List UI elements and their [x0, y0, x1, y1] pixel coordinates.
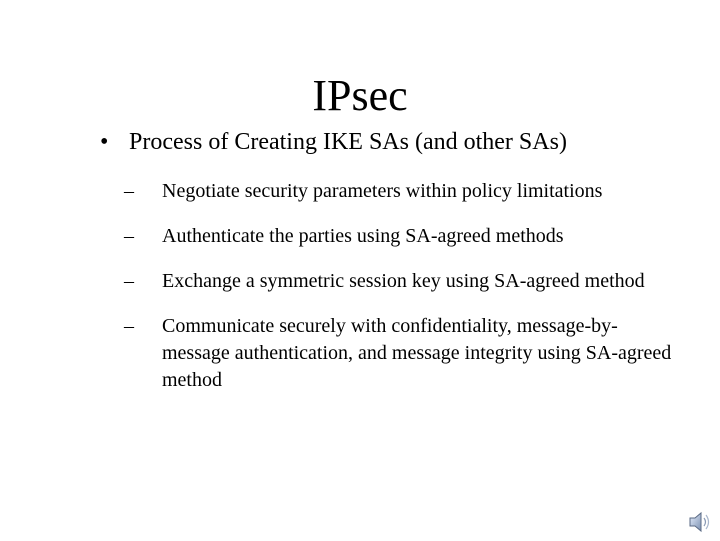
- sub-bullet-item: [124, 313, 684, 394]
- sub-bullet-item: [124, 178, 684, 205]
- sub-bullet-list: [124, 178, 684, 412]
- sub-bullet-marker: –: [124, 270, 134, 292]
- sub-bullet-marker: –: [124, 225, 134, 247]
- sub-bullet-text: Communicate securely with confidentiality, message-by-message authentication, and message integrity using SA-agreed method: [162, 315, 672, 391]
- sub-bullet-marker: –: [124, 180, 134, 202]
- sub-bullet-marker: –: [124, 315, 134, 337]
- sub-bullet-item: [124, 223, 684, 250]
- slide-title: [0, 70, 720, 122]
- speaker-icon-graphic: [686, 508, 714, 536]
- bullet-marker: •: [100, 129, 109, 155]
- main-bullet-text: Process of Creating IKE SAs (and other SAs): [129, 129, 567, 155]
- sub-bullet-item: [124, 268, 684, 295]
- speaker-icon[interactable]: [686, 508, 714, 536]
- sub-bullet-text: Authenticate the parties using SA-agreed methods: [162, 225, 564, 247]
- sub-bullet-text: Negotiate security parameters within policy limitations: [162, 180, 603, 202]
- slide-title-text: IPsec: [312, 71, 408, 120]
- sub-bullet-text: Exchange a symmetric session key using SA-agreed method: [162, 270, 645, 292]
